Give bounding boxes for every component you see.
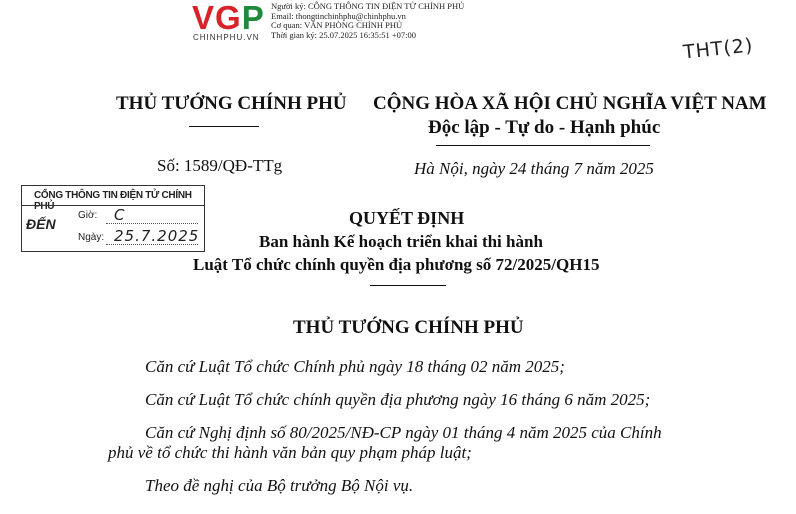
national-title: CỘNG HÒA XÃ HỘI CHỦ NGHĨA VIỆT NAM bbox=[373, 93, 767, 114]
issuer-name: THỦ TƯỚNG CHÍNH PHỦ bbox=[116, 93, 347, 114]
stamp-time-label: Giờ: bbox=[78, 210, 98, 221]
stamp-title: CỔNG THÔNG TIN ĐIỆN TỬ CHÍNH PHỦ bbox=[34, 190, 192, 212]
sign-time-line: Thời gian ký: 25.07.2025 16:35:51 +07:00 bbox=[271, 29, 417, 40]
document-type-title: QUYẾT ĐỊNH bbox=[349, 208, 465, 228]
motto-underline bbox=[436, 145, 650, 146]
stamp-time-value: C bbox=[114, 206, 125, 224]
legal-basis-1: Căn cứ Luật Tổ chức Chính phủ ngày 18 tháng 02 năm 2025; bbox=[145, 357, 565, 376]
vgp-logo: VGP bbox=[192, 0, 265, 36]
stamp-date-value: 25.7.2025 bbox=[114, 227, 200, 245]
issuer-underline bbox=[189, 126, 259, 127]
stamp-time-dotline bbox=[106, 223, 198, 224]
signer-line: Người ký: CÔNG THÔNG TIN ĐIỆN TỬ CHÍNH PHỦ bbox=[271, 1, 465, 11]
proposal-basis: Theo đề nghị của Bộ trưởng Bộ Nội vụ. bbox=[145, 476, 414, 495]
document-number: Số: 1589/QĐ-TTg bbox=[157, 156, 283, 175]
stamp-received-label: ĐẾN bbox=[26, 216, 56, 232]
handwritten-note: THT(2) bbox=[682, 34, 755, 64]
vgp-logo-subtitle: CHINHPHU.VN bbox=[193, 33, 260, 42]
document-subject-line-2: Luật Tổ chức chính quyền địa phương số 72/2025/QH15 bbox=[193, 255, 600, 274]
legal-basis-3-line-1: Căn cứ Nghị định số 80/2025/NĐ-CP ngày 01 tháng 4 năm 2025 của Chính bbox=[145, 423, 662, 442]
email-line: Email: thongtinchinhphu@chinhphu.vn bbox=[271, 10, 406, 21]
digital-signature-info bbox=[271, 2, 464, 40]
stamp-date-label: Ngày: bbox=[78, 232, 105, 243]
received-stamp bbox=[21, 185, 205, 252]
stamp-date-dotline bbox=[106, 244, 198, 245]
authority-heading: THỦ TƯỚNG CHÍNH PHỦ bbox=[293, 317, 524, 338]
subject-underline bbox=[370, 285, 446, 286]
agency-line: Cơ quan: VĂN PHÒNG CHÍNH PHỦ bbox=[271, 20, 403, 31]
legal-basis-2: Căn cứ Luật Tổ chức chính quyền địa phương ngày 16 tháng 6 năm 2025; bbox=[145, 390, 651, 409]
place-and-date: Hà Nội, ngày 24 tháng 7 năm 2025 bbox=[414, 159, 654, 178]
national-motto: Độc lập - Tự do - Hạnh phúc bbox=[428, 117, 661, 138]
stamp-divider bbox=[22, 205, 204, 206]
document-subject-line-1: Ban hành Kế hoạch triển khai thi hành bbox=[259, 232, 543, 251]
legal-basis-3-line-2: phủ về tổ chức thi hành văn bản quy phạm pháp luật; bbox=[108, 443, 472, 462]
